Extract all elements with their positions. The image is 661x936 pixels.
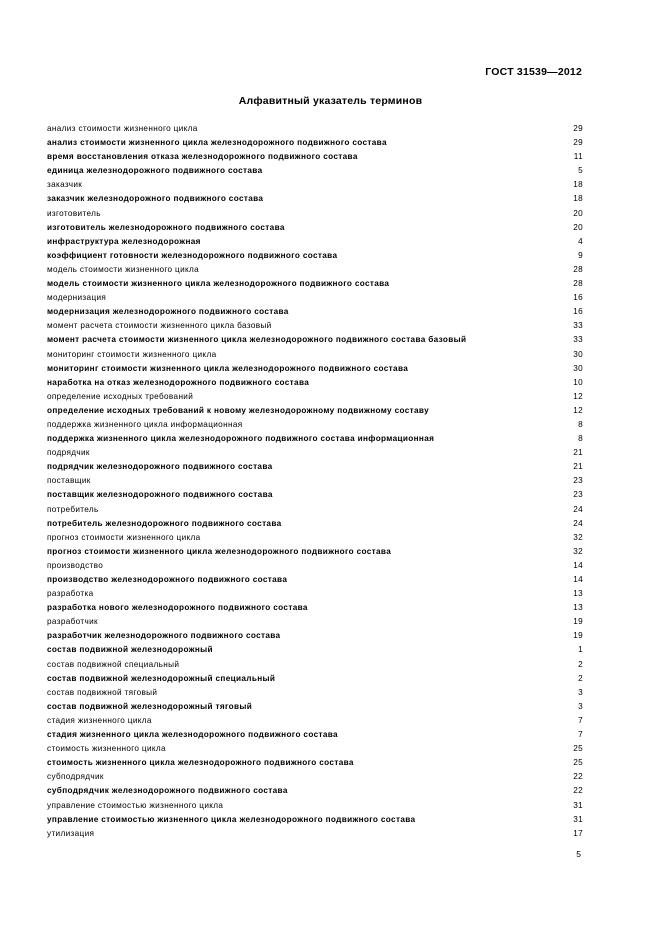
entry-term: анализ стоимости жизненного цикла	[47, 124, 198, 133]
entry-page-number: 25	[573, 744, 583, 754]
entry-page-number: 18	[573, 180, 583, 190]
entry-page-number: 32	[573, 532, 583, 542]
entry-term: стадия жизненного цикла железнодорожного подвижного состава	[47, 730, 338, 740]
entry-term: анализ стоимости жизненного цикла железнодорожного подвижного состава	[47, 138, 387, 148]
entry-page-number: 28	[573, 279, 583, 289]
entry-term: разработчик железнодорожного подвижного состава	[47, 631, 281, 641]
index-entry	[47, 658, 583, 672]
entry-term: стоимость жизненного цикла	[47, 744, 166, 754]
entry-term: субподрядчик	[47, 772, 104, 782]
entry-term: субподрядчик железнодорожного подвижного состава	[47, 786, 288, 796]
entry-page-number: 19	[573, 631, 583, 641]
index-entry	[47, 531, 583, 545]
entry-page-number: 30	[573, 363, 583, 373]
entry-page-number: 22	[573, 786, 583, 796]
index-entry	[47, 390, 583, 404]
index-entry	[47, 474, 583, 488]
index-entry	[47, 700, 583, 714]
term-index-list	[47, 122, 583, 841]
entry-page-number: 13	[573, 603, 583, 613]
entry-term: момент расчета стоимости жизненного цикла железнодорожного подвижного состава базовый	[47, 335, 467, 345]
entry-term: потребитель железнодорожного подвижного состава	[47, 518, 282, 528]
entry-page-number: 20	[573, 222, 583, 232]
entry-term: мониторинг стоимости жизненного цикла	[47, 349, 217, 359]
index-entry	[47, 742, 583, 756]
index-entry	[47, 150, 583, 164]
entry-term: время восстановления отказа железнодорожного подвижного состава	[47, 152, 358, 162]
index-entry	[47, 291, 583, 305]
entry-term: утилизация	[47, 828, 95, 838]
entry-page-number: 3	[578, 701, 583, 711]
entry-term: производство	[47, 560, 104, 570]
index-entry	[47, 404, 583, 418]
entry-term: поставщик	[47, 476, 91, 486]
index-entry	[47, 348, 583, 362]
index-entry	[47, 221, 583, 235]
entry-term: разработка нового железнодорожного подвижного состава	[47, 603, 308, 613]
index-entry	[47, 672, 583, 686]
index-entry	[47, 235, 583, 249]
index-entry	[47, 446, 583, 460]
entry-page-number: 2	[578, 659, 583, 669]
entry-page-number: 7	[578, 715, 583, 725]
page-title: Алфавитный указатель терминов	[238, 95, 423, 107]
entry-term: коэффициент готовности железнодорожного подвижного состава	[47, 250, 338, 260]
entry-term: управление стоимостью жизненного цикла	[47, 800, 224, 810]
entry-page-number: 24	[573, 518, 583, 528]
entry-page-number: 22	[573, 772, 583, 782]
index-entry	[47, 517, 583, 531]
entry-term: поддержка жизненного цикла информационная	[47, 419, 243, 429]
index-entry	[47, 319, 583, 333]
entry-term: состав подвижной железнодорожный специальный	[47, 673, 276, 683]
entry-page-number: 5	[578, 166, 583, 176]
entry-page-number: 1	[578, 645, 583, 655]
entry-term: модель стоимости жизненного цикла железнодорожного подвижного состава	[47, 279, 390, 289]
index-entry	[47, 362, 583, 376]
entry-term: потребитель	[47, 504, 99, 514]
entry-page-number: 30	[573, 349, 583, 359]
entry-term: заказчик	[47, 180, 83, 190]
entry-page-number: 24	[573, 504, 583, 514]
index-entry	[47, 629, 583, 643]
index-entry	[47, 277, 583, 291]
index-entry	[47, 587, 583, 601]
index-entry	[47, 164, 583, 178]
index-entry	[47, 686, 583, 700]
entry-page-number: 14	[573, 560, 583, 570]
entry-page-number: 17	[573, 828, 583, 838]
entry-term: управление стоимостью жизненного цикла железнодорожного подвижного состава	[47, 814, 416, 824]
entry-term: подрядчик железнодорожного подвижного состава	[47, 462, 273, 472]
entry-page-number: 11	[573, 152, 583, 162]
entry-page-number: 25	[573, 758, 583, 768]
index-entry	[47, 460, 583, 474]
index-entry	[47, 178, 583, 192]
entry-term: состав подвижной тяговый	[47, 687, 158, 697]
index-entry	[47, 573, 583, 587]
entry-term: модернизация железнодорожного подвижного состава	[47, 307, 289, 317]
entry-page-number: 13	[573, 589, 583, 599]
page-number: 5	[576, 849, 581, 859]
entry-page-number: 33	[573, 335, 583, 345]
entry-term: изготовитель железнодорожного подвижного состава	[47, 222, 285, 232]
index-entry	[47, 418, 583, 432]
entry-page-number: 28	[573, 264, 583, 274]
standard-code: ГОСТ 31539—2012	[485, 66, 582, 78]
index-entry	[47, 249, 583, 263]
entry-term: мониторинг стоимости жизненного цикла железнодорожного подвижного состава	[47, 363, 409, 373]
entry-term: момент расчета стоимости жизненного цикла базовый	[47, 321, 272, 331]
entry-page-number: 14	[573, 575, 583, 584]
entry-term: состав подвижной железнодорожный тяговый	[47, 701, 253, 711]
index-entry	[47, 799, 583, 813]
entry-page-number: 10	[573, 377, 583, 387]
index-entry	[47, 503, 583, 517]
entry-page-number: 21	[573, 448, 583, 458]
entry-page-number: 3	[578, 687, 583, 697]
entry-page-number: 23	[573, 490, 583, 500]
entry-page-number: 29	[573, 138, 583, 148]
entry-page-number: 12	[573, 391, 583, 401]
entry-page-number: 21	[573, 462, 583, 472]
entry-term: изготовитель	[47, 208, 101, 218]
entry-page-number: 16	[573, 307, 583, 317]
entry-term: подрядчик	[47, 448, 90, 458]
entry-page-number: 20	[573, 208, 583, 218]
index-entry	[47, 488, 583, 502]
entry-term: прогноз стоимости жизненного цикла железнодорожного подвижного состава	[47, 546, 392, 556]
index-entry	[47, 728, 583, 742]
entry-page-number: 4	[578, 236, 583, 246]
entry-page-number: 31	[573, 800, 583, 810]
entry-term: определение исходных требований	[47, 391, 194, 401]
index-entry	[47, 305, 583, 319]
index-entry	[47, 545, 583, 559]
index-entry	[47, 827, 583, 841]
index-entry	[47, 207, 583, 221]
entry-term: прогноз стоимости жизненного цикла	[47, 532, 201, 542]
index-entry	[47, 770, 583, 784]
entry-term: наработка на отказ железнодорожного подвижного состава	[47, 377, 310, 387]
entry-term: разработка	[47, 589, 94, 599]
entry-page-number: 9	[578, 250, 583, 260]
entry-page-number: 12	[573, 405, 583, 415]
entry-term: производство железнодорожного подвижного состава	[47, 575, 288, 584]
entry-term: модель стоимости жизненного цикла	[47, 264, 200, 274]
entry-term: модернизация	[47, 293, 107, 303]
entry-term: инфраструктура железнодорожная	[47, 236, 201, 246]
index-entry	[47, 559, 583, 573]
entry-term: стадия жизненного цикла	[47, 715, 152, 725]
entry-term: поставщик железнодорожного подвижного состава	[47, 490, 273, 500]
entry-page-number: 16	[573, 293, 583, 303]
entry-page-number: 29	[573, 124, 583, 133]
entry-term: состав подвижной специальный	[47, 659, 180, 669]
index-entry	[47, 643, 583, 657]
entry-term: заказчик железнодорожного подвижного состава	[47, 194, 264, 204]
entry-page-number: 8	[578, 434, 583, 444]
index-entry	[47, 122, 583, 136]
index-entry	[47, 601, 583, 615]
entry-page-number: 32	[573, 546, 583, 556]
index-entry	[47, 136, 583, 150]
index-entry	[47, 784, 583, 798]
entry-term: единица железнодорожного подвижного состава	[47, 166, 263, 176]
entry-page-number: 2	[578, 673, 583, 683]
index-entry	[47, 615, 583, 629]
entry-page-number: 18	[573, 194, 583, 204]
entry-page-number: 31	[573, 814, 583, 824]
index-entry	[47, 333, 583, 347]
entry-term: состав подвижной железнодорожный	[47, 645, 213, 655]
entry-page-number: 33	[573, 321, 583, 331]
index-entry	[47, 756, 583, 770]
entry-page-number: 23	[573, 476, 583, 486]
index-entry	[47, 813, 583, 827]
index-entry	[47, 432, 583, 446]
entry-term: поддержка жизненного цикла железнодорожного подвижного состава информационная	[47, 434, 435, 444]
entry-term: определение исходных требований к новому железнодорожному подвижному составу	[47, 405, 429, 415]
entry-term: стоимость жизненного цикла железнодорожного подвижного состава	[47, 758, 354, 768]
entry-page-number: 8	[578, 419, 583, 429]
index-entry	[47, 263, 583, 277]
entry-page-number: 7	[578, 730, 583, 740]
entry-term: разработчик	[47, 617, 98, 627]
index-entry	[47, 714, 583, 728]
index-entry	[47, 192, 583, 206]
entry-page-number: 19	[573, 617, 583, 627]
index-entry	[47, 376, 583, 390]
